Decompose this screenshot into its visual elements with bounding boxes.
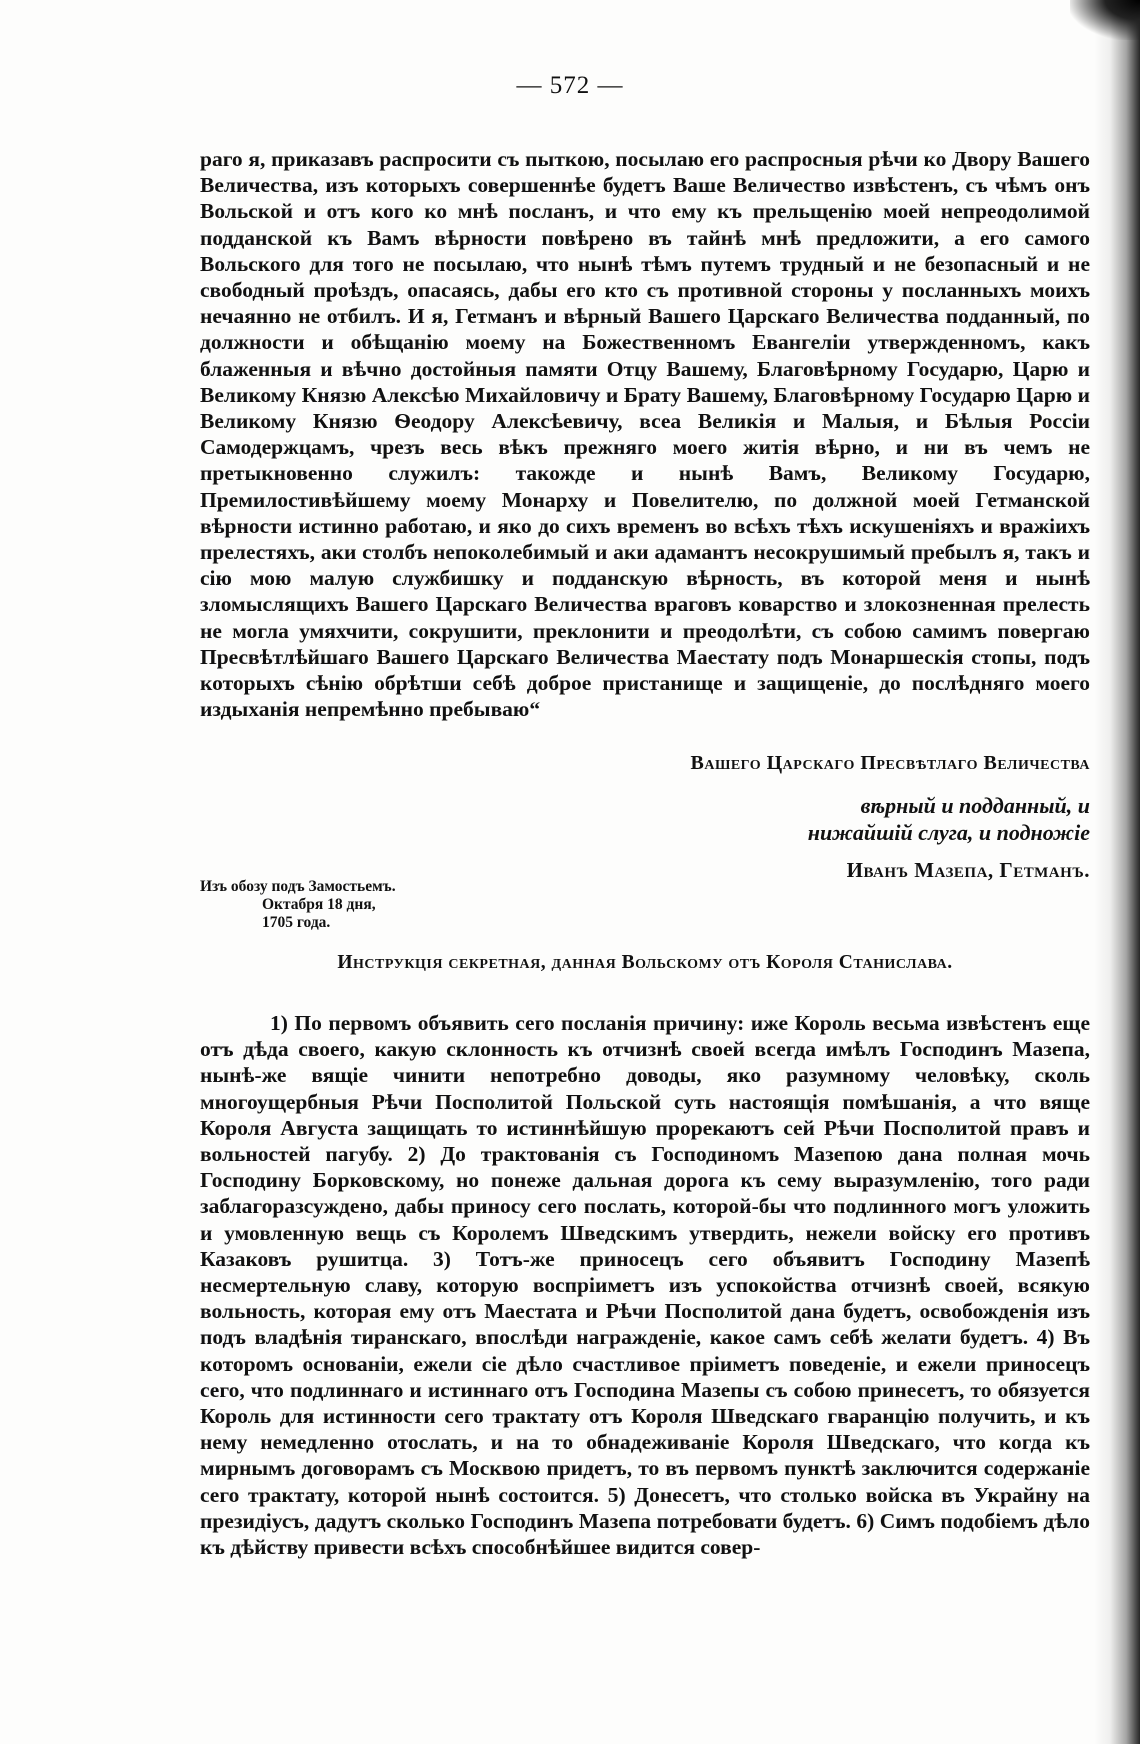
closing-line-1: вѣрный и подданный, и (860, 793, 1090, 818)
instruction-body (200, 1010, 1090, 1560)
closing-line-2: нижайшій слуга, и подножіе (807, 820, 1090, 845)
letter-signature: Иванъ Мазепа, Гетманъ. (846, 858, 1090, 882)
instruction-heading: Инструкція секретная, данная Вольскому отъ Короля Станислава. (337, 952, 953, 973)
letter-date: Октабря 18 дня, (262, 896, 376, 913)
letter-addressee: Вашего Царскаго Пресвѣтлаго Величества (690, 752, 1090, 774)
letter-year: 1705 года. (262, 914, 331, 931)
letter-paragraph: раго я, приказавъ распросити съ пыткою, посылаю его распросныя рѣчи ко Двору Вашего Величества, изъ которыхъ совершеннѣе будетъ Ваше Величество извѣстенъ, съ чѣмъ онъ Вольской и отъ кого ко мнѣ посланъ, и что ему къ прельщенію моей непреодолимой подданской къ Вамъ вѣрности повѣрено въ тайнѣ мнѣ предложити, а его самого Вольского для того не посылаю, что нынѣ тѣмъ путемъ трудный и не безопасный и не свободный проѣздъ, опасаясь, дабы его кто съ противной стороны у посланныхъ моихъ нечаянно не отбилъ. И я, Гетманъ и вѣрный Вашего Царскаго Величества подданный, по должности и обѣщанію моему на Божественномъ Евангеліи утвержденномъ, какъ блаженныя и вѣчно достойныя памяти Отцу Вашему, Благовѣрному Государю, Царю и Великому Князю Алексѣю Михайловичу и Брату Вашему, Благовѣрному Государю Царю и Великому Князю Ѳеодору Алексѣевичу, всеа Великія и Малыя, и Бѣлыя Россіи Самодержцамъ, чрезъ весь вѣкъ прежняго моего житія вѣрно, и ни въ чемъ не претыкновенно служилъ: такожде и нынѣ Вамъ, Великому Государю, Премилостивѣйшему моему Монарху и Повелителю, по должной моей Гетманской вѣрности истинно работаю, и яко до сихъ временъ во всѣхъ тѣхъ искушеніяхъ и вражіихъ прелестяхъ, аки столбъ непоколебимый и аки адамантъ несокрушимый пребылъ я, такъ и сію мою малую службишку и подданскую вѣрность, въ которой меня и нынѣ зломыслящихъ Вашего Царскаго Величества враговъ коварство и злокозненная прелесть не могла умяхчити, сокрушити, преклонити и преодолѣти, съ собою самимъ повергаю Пресвѣтлѣйшаго Вашего Царскаго Величества Маестату подъ Монаршескія стопы, подъ которыхъ сѣнію обрѣтши себѣ доброе пристанище и защищеніе, до послѣдняго моего издыханія непремѣнно пребываю“ (200, 147, 1090, 722)
instruction-paragraph: 1) По первомъ объявить сего посланія причину: иже Король весьма извѣстенъ еще отъ дѣда своего, какую склонность къ отчизнѣ своей всегда имѣлъ Господинъ Мазепа, нынѣ-же вящіе чинити непотребно доводы, яко разумному человѣку, сколь многоущербныя Рѣчи Посполитой Польской суть настоящія помѣшанія, а что вяще Короля Августа защищать то истиннѣйшую прорекаютъ сей Рѣчи Посполитой правъ и вольностей пагубу. 2) До трактованія съ Господиномъ Мазепою дана полная мочь Господину Борковскому, но понеже дальная дорога къ сему выразумленію, того ради заблагоразсуждено, дабы приносу сего послать, которой-бы что подлинного могъ уложить и умовленную вещь съ Королемъ Шведскимъ утвердить, нежели войску его противъ Казаковъ рушитца. 3) Тотъ-же приносецъ сего объявитъ Господину Мазепѣ несмертельную славу, которую воспріиметъ изъ успокойства отчизнѣ своей, всякую вольность, которая ему отъ Маестата и Рѣчи Посполитой дана будетъ, освобожденія изъ подъ владѣнія тиранскаго, впослѣди награжденіе, какое самъ себѣ желати будетъ. 4) Въ которомъ основаніи, ежели сіе дѣло счастливое пріиметъ поведеніе, и ежели приносецъ сего, что подлиннаго и истиннаго отъ Господина Мазепы съ собою принесетъ, то обязуется Король для истинности сего трактату отъ Короля Шведскаго гваранцію получить, и къ нему немедленно отослать, и на то обнадеживаніе Короля Шведскаго, что когда къ мирнымъ договорамъ съ Москвою придетъ, то въ первомъ пунктѣ заключится содержаніе сего трактату, которой нынѣ состоится. 5) Донесетъ, что столько войска въ Украйну на президіусъ, дадутъ сколько Господинъ Мазепа потребовати будетъ. 6) Симъ подобіемъ дѣло къ дѣйству привести всѣхъ способнѣйшее видится совер- (200, 1011, 1090, 1560)
page-number: — 572 — (516, 72, 624, 99)
scan-shadow-corner (1070, 0, 1140, 40)
letter-place: Изъ обозу подъ Замостьемъ. (200, 878, 396, 895)
letter-body (200, 146, 1090, 722)
letter-closing (200, 792, 1120, 846)
letter-place-date (200, 878, 520, 932)
